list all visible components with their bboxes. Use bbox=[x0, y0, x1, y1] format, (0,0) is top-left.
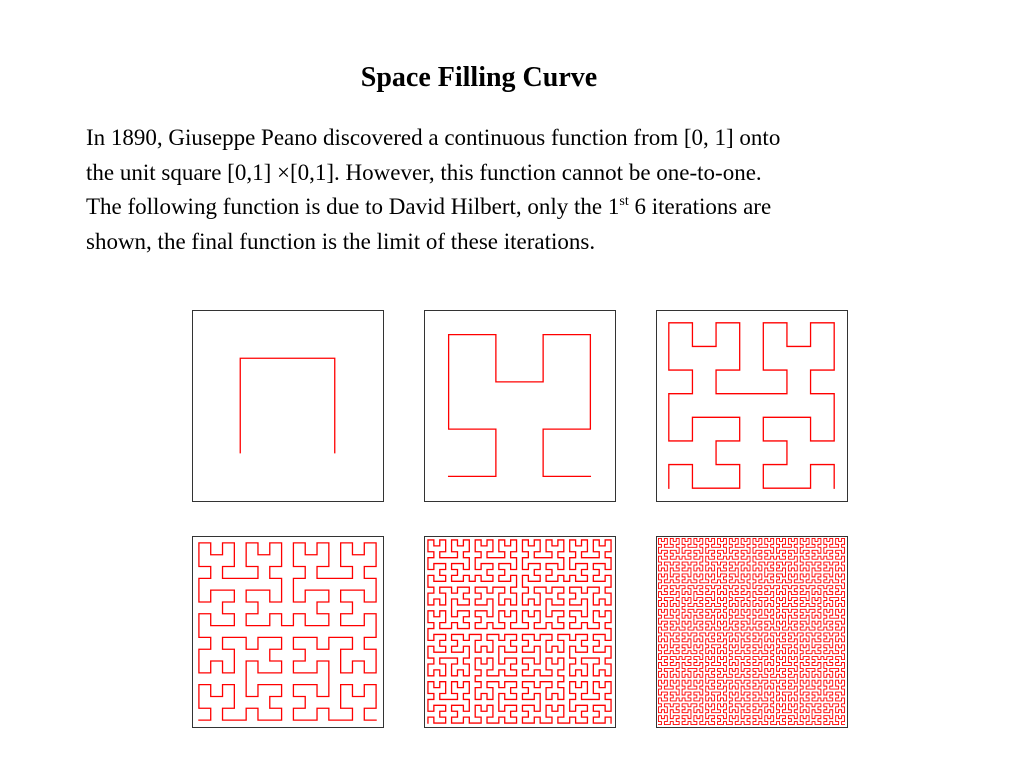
hilbert-iteration-4-curve bbox=[193, 537, 382, 726]
ordinal-superscript: st bbox=[619, 194, 629, 209]
slide-title: Space Filling Curve bbox=[360, 62, 598, 93]
hilbert-iteration-1-curve bbox=[193, 311, 382, 500]
body-line-2: the unit square [0,1] ×[0,1]. However, this function cannot be one-to-one. bbox=[86, 159, 762, 185]
hilbert-iteration-6-panel bbox=[656, 536, 848, 728]
body-line-3 bbox=[86, 190, 966, 225]
hilbert-iteration-2-curve bbox=[425, 311, 614, 500]
body-line-3-rest: 6 iterations are bbox=[628, 194, 772, 219]
hilbert-iteration-1-panel bbox=[192, 310, 384, 502]
hilbert-iteration-3-curve bbox=[657, 311, 846, 500]
hilbert-iteration-5-path bbox=[428, 540, 611, 723]
hilbert-iteration-5-curve bbox=[425, 537, 614, 726]
hilbert-iteration-4-panel bbox=[192, 536, 384, 728]
slide-body-text bbox=[86, 121, 966, 259]
hilbert-iteration-2-panel bbox=[424, 310, 616, 502]
hilbert-iteration-2-path bbox=[449, 335, 591, 477]
hilbert-iteration-3-panel bbox=[656, 310, 848, 502]
hilbert-iteration-6-curve bbox=[657, 537, 846, 726]
hilbert-iteration-5-panel bbox=[424, 536, 616, 728]
hilbert-iteration-3-path bbox=[669, 323, 834, 488]
hilbert-iteration-4-path bbox=[199, 543, 376, 720]
hilbert-iteration-6-path bbox=[658, 538, 844, 724]
body-line-1: In 1890, Giuseppe Peano discovered a continuous function from [0, 1] onto bbox=[86, 125, 781, 150]
hilbert-iteration-1-path bbox=[240, 358, 335, 453]
body-line-4: shown, the final function is the limit of these iterations. bbox=[86, 228, 596, 254]
body-line-3-text: The following function is due to David Hilbert, only the 1 bbox=[86, 194, 620, 219]
